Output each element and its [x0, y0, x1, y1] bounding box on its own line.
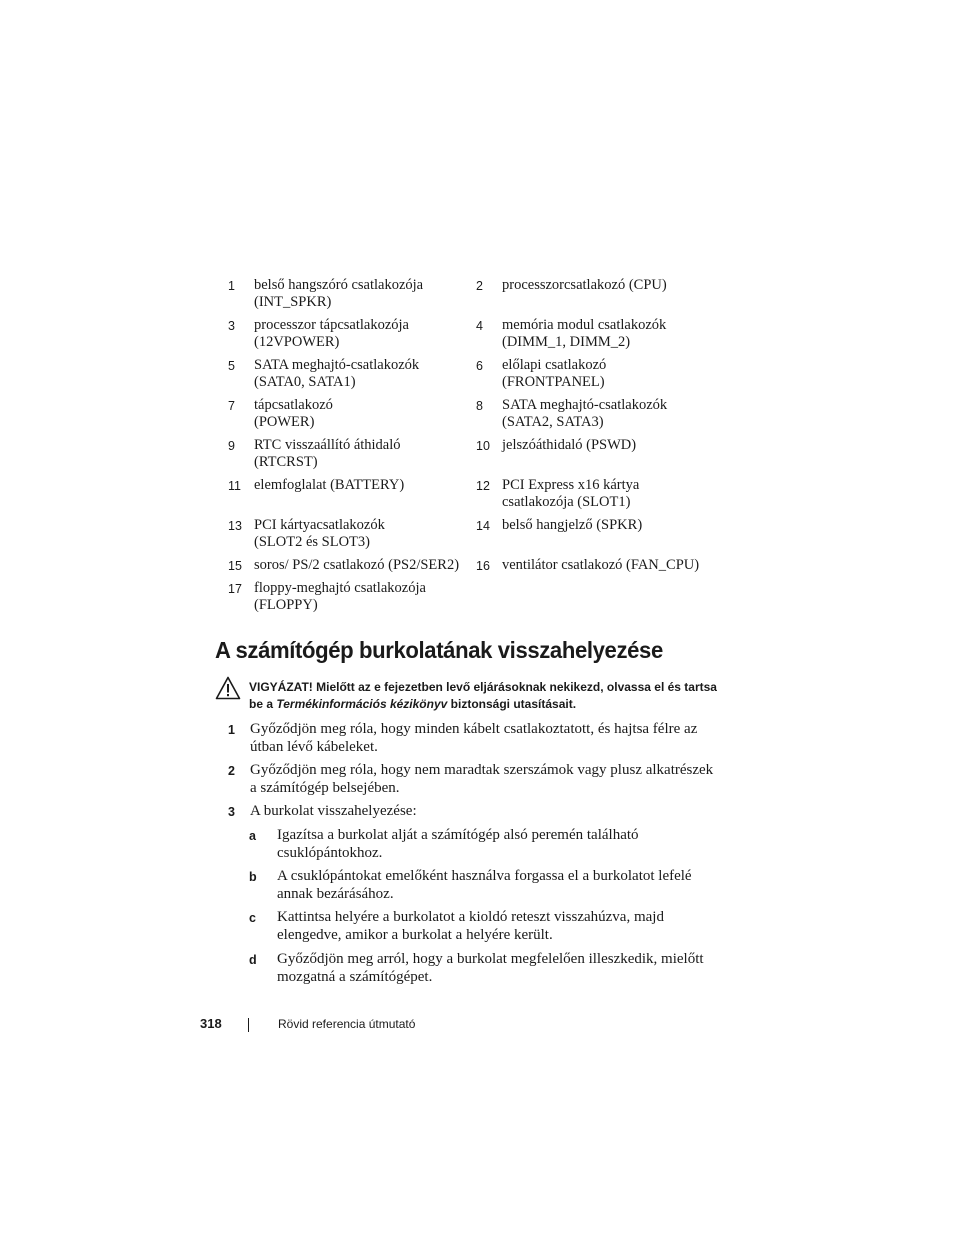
- legend-item: [476, 437, 728, 471]
- step-number: 1: [228, 723, 235, 737]
- legend-text: memória modul csatlakozók (DIMM_1, DIMM_2): [502, 317, 667, 350]
- legend-number: 5: [228, 359, 235, 373]
- legend-text: belső hangjelző (SPKR): [502, 517, 643, 533]
- legend-text: jelszóáthidaló (PSWD): [502, 437, 637, 453]
- caution-label: VIGYÁZAT!: [249, 680, 313, 694]
- legend-number: 1: [228, 279, 235, 293]
- step-item: [228, 761, 718, 797]
- step-item: [228, 802, 718, 820]
- step-item: [228, 720, 718, 756]
- caution-text-before: Mielőtt az e fejezetben levő eljárásoknak nekikezd, olvassa el és tartsa be a: [249, 680, 717, 711]
- step-number: 2: [228, 764, 235, 778]
- legend-item: [228, 397, 476, 431]
- legend-number: 10: [476, 439, 490, 453]
- legend-item: [228, 477, 476, 511]
- substep-letter: c: [249, 911, 256, 925]
- legend-item: [228, 557, 476, 574]
- legend-item: [228, 357, 476, 391]
- legend-row: [228, 317, 728, 351]
- substep-item: [249, 867, 719, 903]
- legend-number: 14: [476, 519, 490, 533]
- legend-number: 9: [228, 439, 235, 453]
- step-number: 3: [228, 805, 235, 819]
- legend-number: 7: [228, 399, 235, 413]
- legend-number: 2: [476, 279, 483, 293]
- substep-letter: a: [249, 829, 256, 843]
- legend-number: 3: [228, 319, 235, 333]
- step-text: Győződjön meg róla, hogy nem maradtak szerszámok vagy plusz alkatrészek a számítógép belsejében.: [250, 762, 714, 796]
- legend-number: 12: [476, 479, 490, 493]
- legend-row: [228, 517, 728, 551]
- page-number: 318: [200, 1016, 222, 1031]
- legend-text: előlapi csatlakozó (FRONTPANEL): [502, 357, 607, 390]
- legend-item: [476, 277, 728, 311]
- legend-text: elemfoglalat (BATTERY): [254, 477, 405, 493]
- legend-item: [476, 517, 728, 551]
- legend-item: [228, 317, 476, 351]
- substep-text: Győződjön meg arról, hogy a burkolat megfelelően illeszkedik, mielőtt mozgatná a számítógépet.: [277, 951, 704, 985]
- substep-item: [249, 908, 719, 944]
- legend-text: floppy-meghajtó csatlakozója (FLOPPY): [254, 580, 426, 613]
- substep-item: [249, 826, 719, 862]
- footer-title: Rövid referencia útmutató: [278, 1017, 416, 1031]
- legend-item: [476, 477, 728, 511]
- legend-text: PCI Express x16 kártya csatlakozója (SLOT1): [502, 477, 640, 510]
- legend-text: soros/ PS/2 csatlakozó (PS2/SER2): [254, 557, 460, 573]
- legend-number: 8: [476, 399, 483, 413]
- legend-text: ventilátor csatlakozó (FAN_CPU): [502, 557, 700, 573]
- connector-legend-table: [228, 277, 728, 620]
- legend-item: [476, 357, 728, 391]
- legend-row: [228, 557, 728, 574]
- warning-triangle-icon: [215, 676, 241, 700]
- legend-item: [476, 317, 728, 351]
- legend-row: [228, 437, 728, 471]
- substep-text: Kattintsa helyére a burkolatot a kioldó reteszt visszahúzva, majd elengedve, amikor a burkolat a helyére került.: [277, 909, 664, 943]
- legend-row: [228, 277, 728, 311]
- legend-text: PCI kártyacsatlakozók (SLOT2 és SLOT3): [254, 517, 385, 550]
- legend-number: 13: [228, 519, 242, 533]
- legend-row: [228, 397, 728, 431]
- legend-text: processzor tápcsatlakozója (12VPOWER): [254, 317, 409, 350]
- caution-text: [249, 679, 719, 713]
- legend-row: [228, 477, 728, 511]
- legend-item: [476, 397, 728, 431]
- step-text: Győződjön meg róla, hogy minden kábelt csatlakoztatott, és hajtsa félre az útban lévő kábeleket.: [250, 721, 698, 755]
- substep-letter: d: [249, 953, 257, 967]
- legend-item: [228, 277, 476, 311]
- substep-letter: b: [249, 870, 257, 884]
- legend-number: 6: [476, 359, 483, 373]
- legend-number: 4: [476, 319, 483, 333]
- legend-text: SATA meghajtó-csatlakozók (SATA2, SATA3): [502, 397, 668, 430]
- caution-text-after: biztonsági utasításait.: [450, 697, 577, 711]
- step-text: A burkolat visszahelyezése:: [250, 803, 417, 819]
- legend-item: [228, 580, 476, 614]
- legend-text: belső hangszóró csatlakozója (INT_SPKR): [254, 277, 424, 310]
- legend-text: processzorcsatlakozó (CPU): [502, 277, 667, 293]
- legend-text: RTC visszaállító áthidaló (RTCRST): [254, 437, 401, 470]
- section-heading: A számítógép burkolatának visszahelyezése: [215, 637, 663, 663]
- substep-item: [249, 950, 719, 986]
- caution-emphasis: Termékinformációs kézikönyv: [276, 697, 448, 711]
- legend-number: 16: [476, 559, 490, 573]
- legend-number: 15: [228, 559, 242, 573]
- substep-text: Igazítsa a burkolat alját a számítógép alsó peremén található csuklópántokhoz.: [277, 827, 639, 861]
- legend-number: 11: [228, 479, 241, 493]
- legend-row: [228, 357, 728, 391]
- legend-item: [476, 557, 728, 574]
- substep-text: A csuklópántokat emelőként használva forgassa el a burkolatot lefelé annak bezárásához.: [277, 868, 692, 902]
- legend-number: 17: [228, 582, 242, 596]
- legend-item: [228, 517, 476, 551]
- legend-item: [228, 437, 476, 471]
- legend-row: [228, 580, 728, 614]
- footer-divider: [248, 1018, 249, 1032]
- legend-text: SATA meghajtó-csatlakozók (SATA0, SATA1): [254, 357, 420, 390]
- legend-text: tápcsatlakozó (POWER): [254, 397, 333, 430]
